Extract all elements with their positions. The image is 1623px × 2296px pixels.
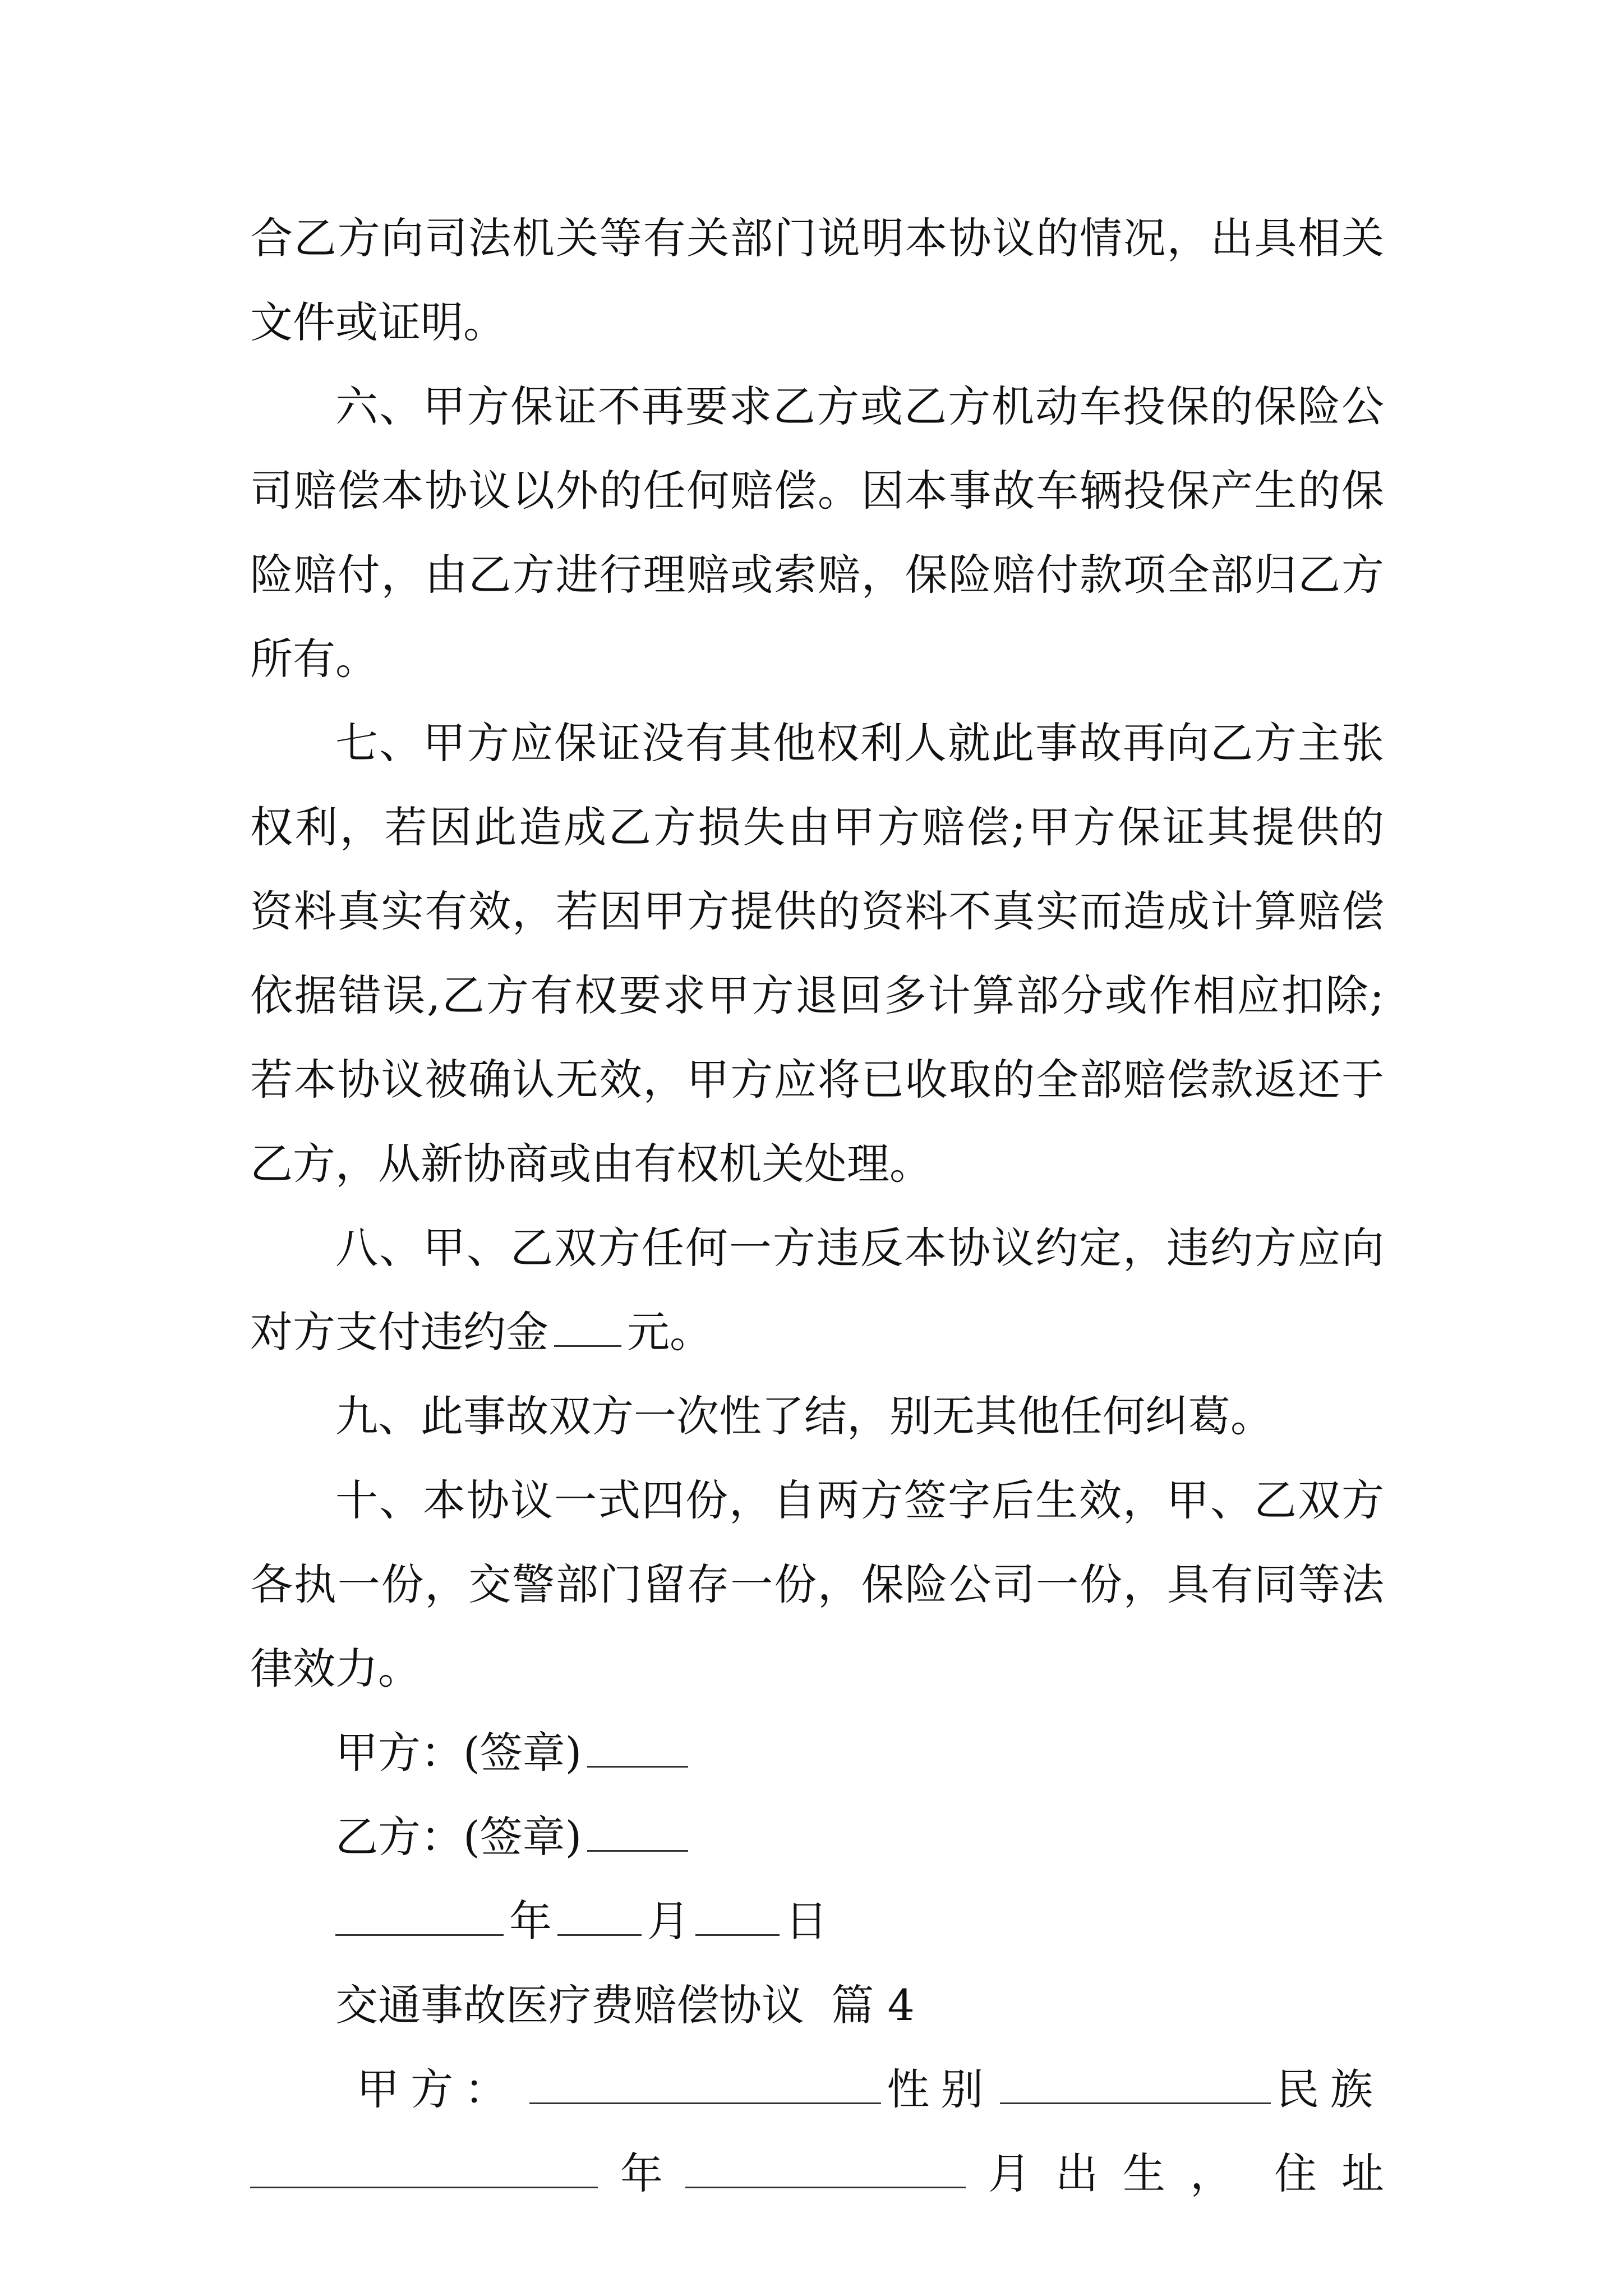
birth-year-label: 年 bbox=[620, 2148, 663, 2198]
text-line: 律效力。 bbox=[250, 1644, 421, 1694]
birth-year-blank[interactable] bbox=[250, 2146, 598, 2188]
penalty-line bbox=[250, 1304, 1384, 1360]
birth-month-blank[interactable] bbox=[685, 2146, 966, 2188]
address-label: 住址 bbox=[1274, 2148, 1409, 2198]
text-line: 各执一份，交警部门留存一份，保险公司一份，具有同等法 bbox=[250, 1559, 1384, 1609]
text-line: 险赔付，由乙方进行理赔或索赔，保险赔付款项全部归乙方 bbox=[250, 550, 1384, 600]
text-line: 依据错误,乙方有权要求甲方退回多计算部分或作相应扣除; bbox=[250, 970, 1384, 1020]
date-year-blank[interactable] bbox=[335, 1894, 504, 1936]
clause-10-line: 十、本协议一式四份，自两方签字后生效，甲、乙双方 bbox=[335, 1475, 1384, 1525]
clause-6-line: 六、甲方保证不再要求乙方或乙方机动车投保的保险公 bbox=[335, 381, 1384, 431]
text-line: 乙方，从新协商或由有权机关处理。 bbox=[250, 1139, 932, 1189]
gender-blank[interactable] bbox=[1000, 2062, 1271, 2104]
penalty-amount-blank[interactable] bbox=[554, 1305, 621, 1347]
party-a-form-line bbox=[250, 2062, 1384, 2118]
section-title: 交通事故医疗费赔偿协议 篇 4 bbox=[335, 1980, 915, 2030]
signature-b-label: 乙方：(签章) bbox=[335, 1812, 582, 1862]
date-month-blank[interactable] bbox=[557, 1894, 642, 1936]
penalty-prefix: 对方支付违约金 bbox=[250, 1307, 548, 1357]
date-line bbox=[250, 1893, 1384, 1949]
text-line: 合乙方向司法机关等有关部门说明本协议的情况，出具相关 bbox=[250, 213, 1384, 263]
penalty-suffix: 元。 bbox=[627, 1307, 712, 1357]
text-line: 文件或证明。 bbox=[250, 297, 506, 347]
clause-9-line: 九、此事故双方一次性了结，别无其他任何纠葛。 bbox=[335, 1391, 1273, 1441]
text-line: 若本协议被确认无效，甲方应将已收取的全部赔偿款返还于 bbox=[250, 1055, 1384, 1105]
gender-label: 性别 bbox=[887, 2064, 995, 2114]
birth-address-line bbox=[250, 2146, 1409, 2202]
born-label: 月出生， bbox=[988, 2148, 1257, 2198]
date-day-blank[interactable] bbox=[695, 1894, 780, 1936]
date-year-label: 年 bbox=[509, 1896, 552, 1946]
date-month-label: 月 bbox=[647, 1896, 690, 1946]
party-a-name-blank[interactable] bbox=[529, 2062, 881, 2104]
signature-a-label: 甲方：(签章) bbox=[335, 1728, 582, 1778]
clause-8-line: 八、甲、乙双方任何一方违反本协议约定，违约方应向 bbox=[335, 1223, 1384, 1273]
text-line: 权利，若因此造成乙方损失由甲方赔偿;甲方保证其提供的 bbox=[250, 802, 1384, 852]
party-a-label: 甲方： bbox=[357, 2064, 518, 2114]
clause-7-line: 七、甲方应保证没有其他权利人就此事故再向乙方主张 bbox=[335, 718, 1384, 768]
text-line: 所有。 bbox=[250, 634, 378, 684]
text-line: 资料真实有效，若因甲方提供的资料不真实而造成计算赔偿 bbox=[250, 886, 1384, 936]
signature-a-blank[interactable] bbox=[587, 1726, 688, 1768]
signature-b-blank[interactable] bbox=[587, 1810, 688, 1852]
text-line: 司赔偿本协议以外的任何赔偿。因本事故车辆投保产生的保 bbox=[250, 466, 1384, 516]
ethnicity-label: 民族 bbox=[1276, 2064, 1384, 2114]
date-day-label: 日 bbox=[785, 1896, 828, 1946]
signature-party-b bbox=[250, 1809, 1384, 1865]
signature-party-a bbox=[250, 1725, 1384, 1781]
document-page bbox=[250, 0, 1409, 2296]
